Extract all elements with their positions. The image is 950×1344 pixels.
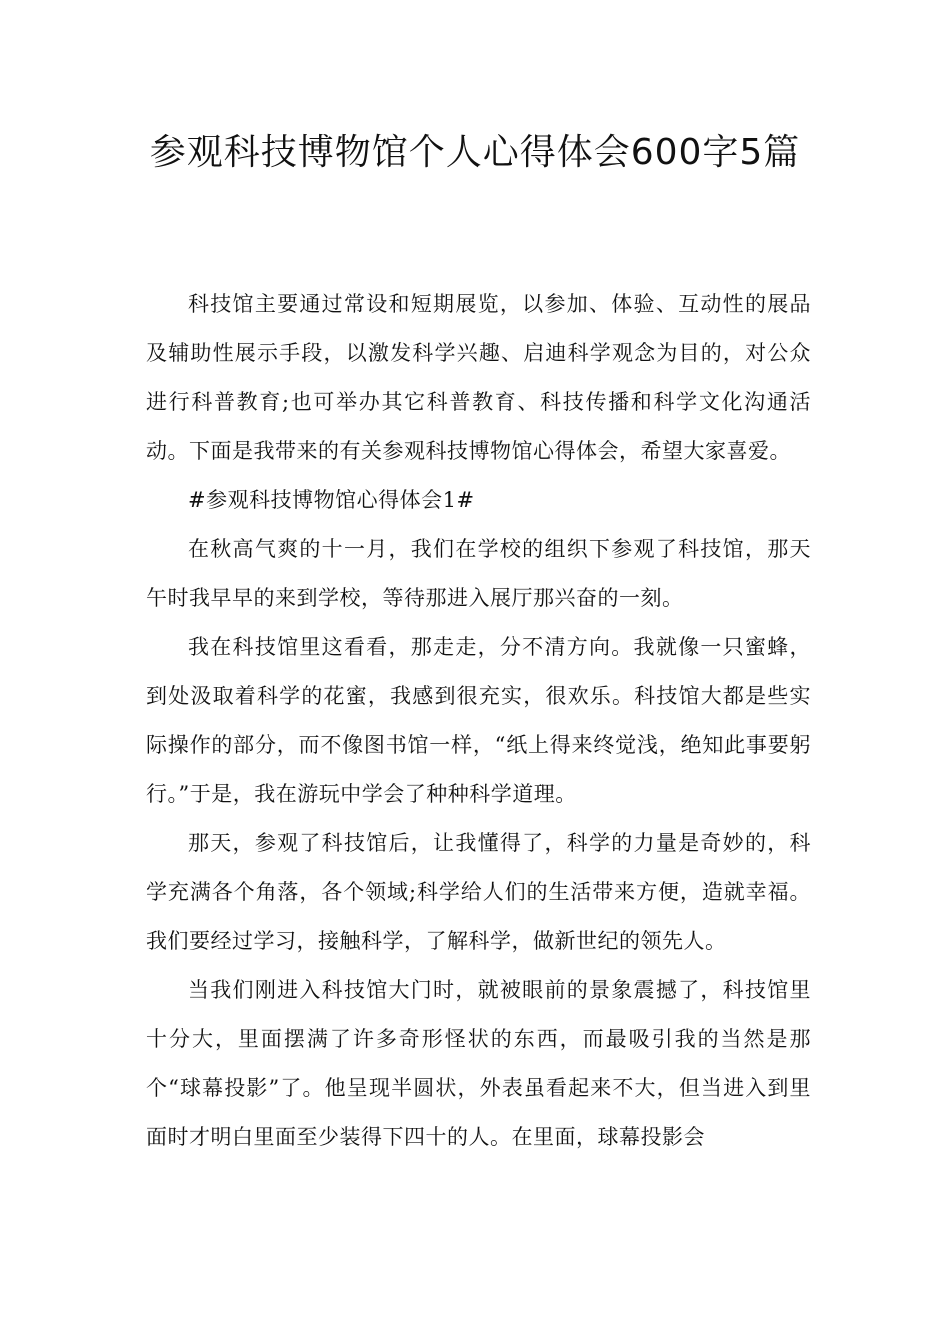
body-paragraph: 在秋高气爽的十一月，我们在学校的组织下参观了科技馆，那天午时我早早的来到学校，等待那进入展厅那兴奋的一刻。 xyxy=(146,537,811,610)
section-heading: #参观科技博物馆心得体会1# xyxy=(188,488,475,512)
body-paragraph: 我在科技馆里这看看，那走走，分不清方向。我就像一只蜜蜂，到处汲取着科学的花蜜，我感到很充实，很欢乐。科技馆大都是些实际操作的部分，而不像图书馆一样，“纸上得来终觉浅，绝知此事要躬行。”于是，我在游玩中学会了种种科学道理。 xyxy=(146,635,811,806)
body-paragraph: 当我们刚进入科技馆大门时，就被眼前的景象震撼了，科技馆里十分大，里面摆满了许多奇形怪状的东西，而最吸引我的当然是那个“球幕投影”了。他呈现半圆状，外表虽看起来不大，但当进入到里面时才明白里面至少装得下四十的人。在里面，球幕投影会 xyxy=(146,978,811,1149)
body-paragraph: 那天，参观了科技馆后，让我懂得了，科学的力量是奇妙的，科学充满各个角落，各个领域;科学给人们的生活带来方便，造就幸福。我们要经过学习，接触科学，了解科学，做新世纪的领先人。 xyxy=(146,831,811,953)
document-body xyxy=(146,280,811,1162)
intro-paragraph: 科技馆主要通过常设和短期展览，以参加、体验、互动性的展品及辅助性展示手段，以激发科学兴趣、启迪科学观念为目的，对公众进行科普教育;也可举办其它科普教育、科技传播和科学文化沟通活动。下面是我带来的有关参观科技博物馆心得体会，希望大家喜爱。 xyxy=(146,292,811,463)
document-title: 参观科技博物馆个人心得体会600字5篇 xyxy=(149,132,801,173)
